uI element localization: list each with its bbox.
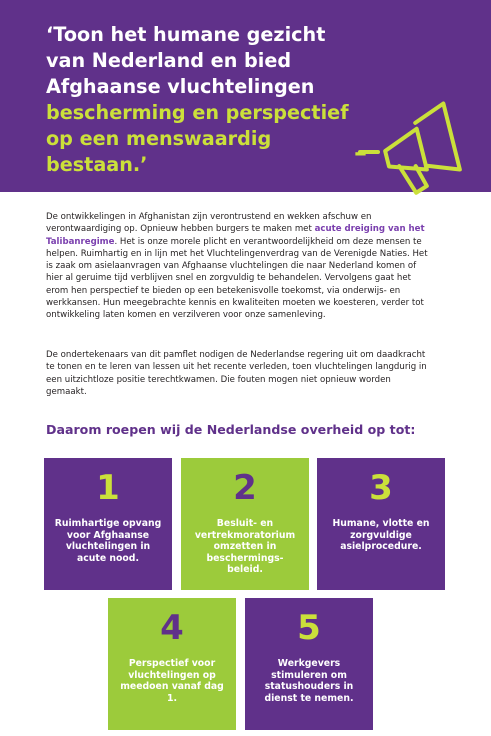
demand-text: Besluit- en vertrekmoratorium omzetten in beschermings-beleid. [194,518,296,576]
second-paragraph: De ondertekenaars van dit pamflet nodigen de Nederlandse regering uit om daadkracht te tonen en te leren van lessen uit het recente verleden, toen vluchtelingen langdurig in een uitzichtloze positie terechtkwamen. Die fouten mogen niet opnieuw worden gemaakt. [46,350,427,397]
demand-text: Werkgevers stimuleren om statushouders in dienst te nemen. [264,658,354,704]
megaphone-icon [356,112,466,204]
call-to-action-heading: Daarom roepen wij de Nederlandse overheid op tot: [46,422,416,437]
demand-card-3 [317,458,445,590]
demand-text: Ruimhartige opvang voor Afghaanse vluchtelingen in acute nood. [54,518,162,564]
quote-highlight: bescherming en perspectief op een menswaardig bestaan.’ [46,101,349,176]
demand-number: 2 [233,468,257,508]
demand-text: Humane, vlotte en zorgvuldige asielprocedure. [332,518,430,553]
intro-highlight: acute dreiging van het Talibanregime [46,224,425,247]
demand-number: 1 [96,468,120,508]
demand-text: Perspectief voor vluchtelingen op meedoen vanaf dag 1. [120,658,224,704]
header-quote [46,22,366,178]
demand-card-5 [245,598,373,730]
demand-card-1 [44,458,172,590]
demand-number: 3 [369,468,393,508]
demand-number: 5 [297,608,321,648]
demand-number: 4 [160,608,184,648]
quote-text: ‘Toon het humane gezicht van Nederland en bied Afghaanse vluchtelingen [46,23,326,98]
quote-dash: – [354,138,367,168]
demand-card-4 [108,598,236,730]
demand-card-2 [181,458,309,590]
intro-text-2: . Het is onze morele plicht en verantwoordelijkheid om deze mensen te helpen. Ruimhartig en in lijn met het Vluchtelingenverdrag van de Verenigde Naties. Het is zaak om asielaanvragen van Afghaanse vluchtelingen die naar Nederland komen of hier al geruime tijd verblijven snel en zorgvuldig te behandelen. Vervolgens gaat het erom hen perspectief te bieden op een betekenisvolle toekomst, via onderwijs- en werkkansen. Hun meegebrachte kennis en kwaliteiten moeten we koesteren, verder tot ontwikkeling laten komen en verzilveren voor onze samenleving. [46,236,428,321]
intro-text-1: De ontwikkelingen in Afghanistan zijn verontrustend en wekken afschuw en verontwaardiging op. Opnieuw hebben burgers te maken met [46,212,372,235]
intro-paragraph [46,211,432,322]
